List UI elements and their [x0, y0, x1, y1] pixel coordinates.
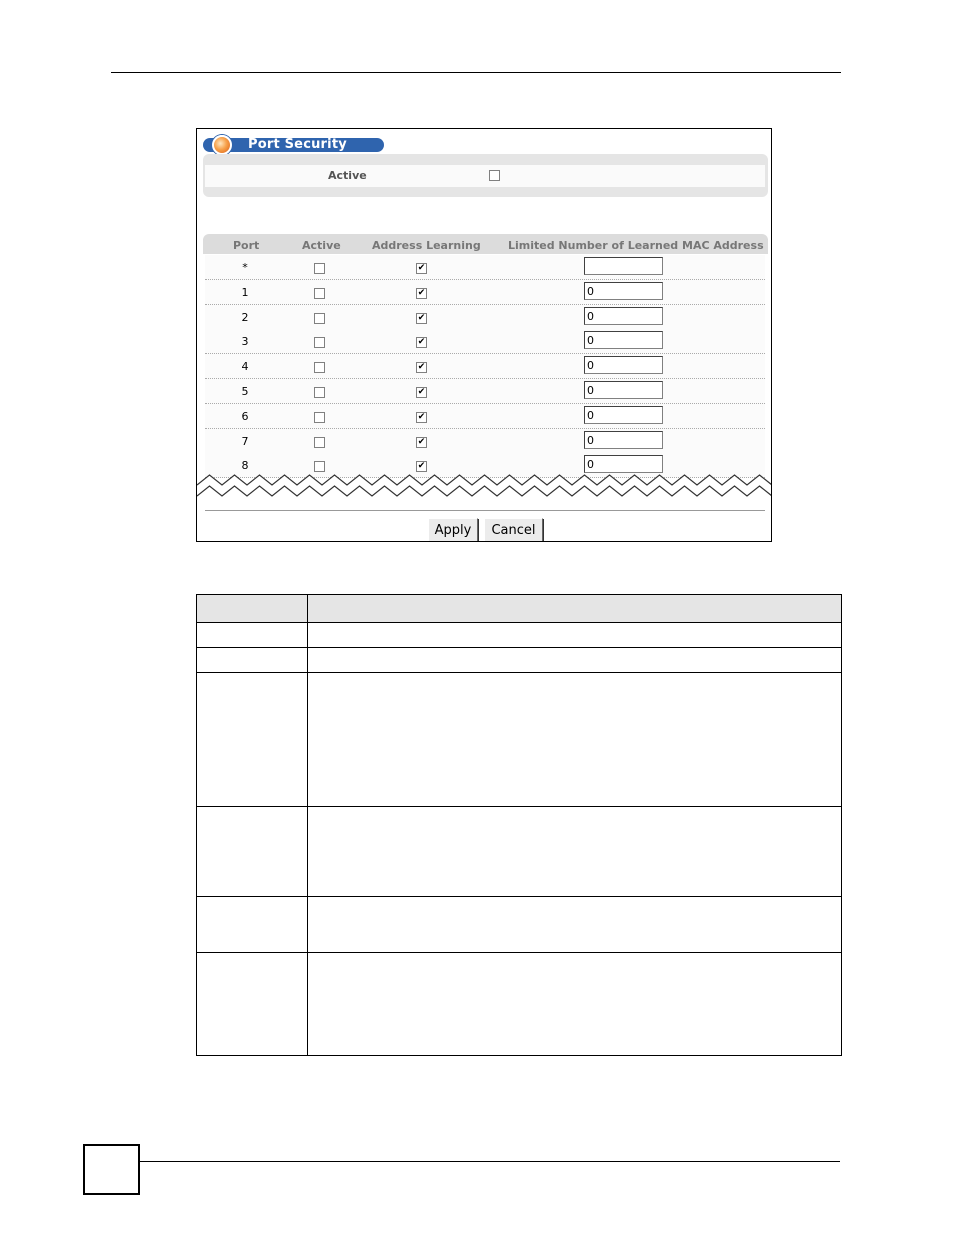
port-number: 4 [241, 360, 249, 373]
table-row [205, 404, 765, 429]
cancel-button[interactable]: Cancel [484, 518, 543, 542]
col-header-limit: Limited Number of Learned MAC Address [508, 239, 764, 252]
port-active-checkbox[interactable] [314, 362, 325, 373]
port-number: 6 [241, 410, 249, 423]
port-active-checkbox[interactable] [314, 263, 325, 274]
mac-limit-input[interactable] [584, 406, 663, 424]
description-row-divider [196, 672, 842, 673]
page-number-box [83, 1144, 140, 1195]
header-rule [111, 72, 841, 73]
apply-button[interactable]: Apply [428, 518, 478, 542]
address-learning-checkbox[interactable] [416, 337, 427, 348]
address-learning-checkbox[interactable] [416, 313, 427, 324]
table-row [205, 280, 765, 305]
col-header-active: Active [302, 239, 341, 252]
global-active-label: Active [328, 169, 367, 182]
mac-limit-input[interactable] [584, 257, 663, 275]
description-row-divider [196, 896, 842, 897]
description-row-divider [196, 647, 842, 648]
port-number: 1 [241, 286, 249, 299]
button-separator [205, 510, 765, 511]
port-security-screen [196, 128, 772, 542]
address-learning-checkbox[interactable] [416, 288, 427, 299]
port-number: 2 [241, 311, 249, 324]
port-active-checkbox[interactable] [314, 412, 325, 423]
table-row [205, 255, 765, 280]
description-row-divider [196, 952, 842, 953]
mac-limit-input[interactable] [584, 331, 663, 349]
table-row [205, 329, 765, 354]
table-row [205, 305, 765, 330]
port-number: 8 [241, 459, 249, 472]
mac-limit-input[interactable] [584, 282, 663, 300]
description-table [196, 594, 842, 1056]
address-learning-checkbox[interactable] [416, 362, 427, 373]
port-active-checkbox[interactable] [314, 337, 325, 348]
port-number: 7 [241, 435, 249, 448]
port-active-checkbox[interactable] [314, 313, 325, 324]
global-active-row [205, 165, 765, 187]
table-row [205, 354, 765, 379]
address-learning-checkbox[interactable] [416, 387, 427, 398]
port-active-checkbox[interactable] [314, 437, 325, 448]
mac-limit-input[interactable] [584, 307, 663, 325]
address-learning-checkbox[interactable] [416, 412, 427, 423]
mac-limit-input[interactable] [584, 356, 663, 374]
address-learning-checkbox[interactable] [416, 437, 427, 448]
port-number: 5 [241, 385, 249, 398]
torn-edge [197, 469, 772, 503]
port-number: * [242, 261, 248, 274]
footer-rule [140, 1161, 840, 1162]
mac-limit-input[interactable] [584, 431, 663, 449]
table-row [205, 429, 765, 454]
global-active-checkbox[interactable] [489, 170, 500, 181]
address-learning-checkbox[interactable] [416, 263, 427, 274]
port-active-checkbox[interactable] [314, 288, 325, 299]
port-number: 3 [241, 335, 249, 348]
mac-limit-input[interactable] [584, 381, 663, 399]
col-header-address-learning: Address Learning [372, 239, 481, 252]
table-row [205, 379, 765, 404]
description-row-divider [196, 622, 842, 623]
description-row-divider [196, 806, 842, 807]
page-title: Port Security [248, 137, 347, 152]
orb-icon [212, 135, 232, 155]
description-column-divider [307, 594, 308, 1056]
col-header-port: Port [233, 239, 260, 252]
port-active-checkbox[interactable] [314, 387, 325, 398]
